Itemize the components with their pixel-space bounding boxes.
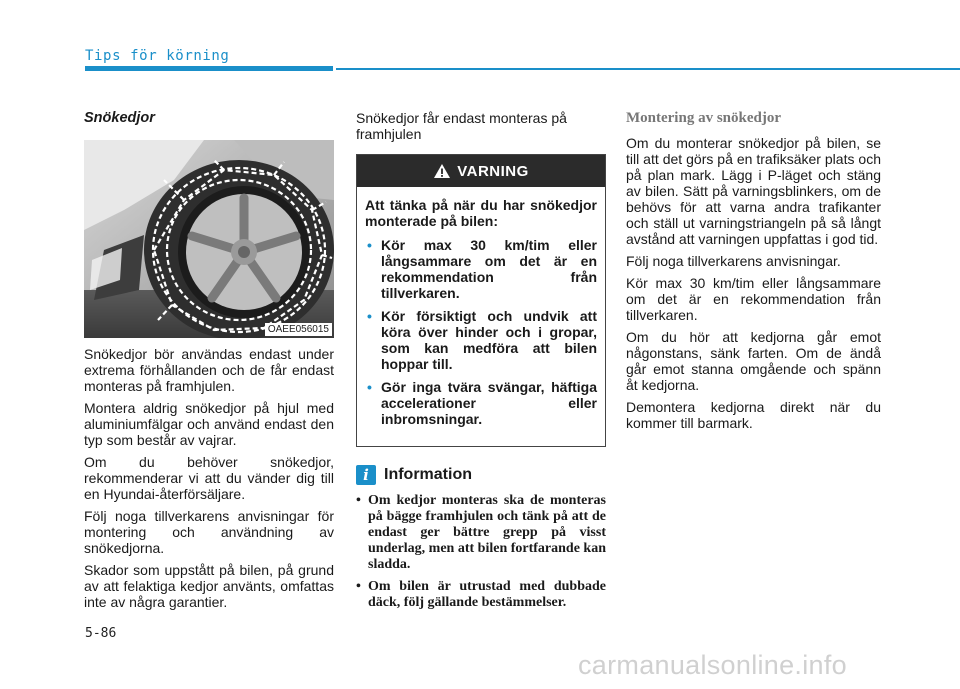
figure-code: OAEE056015 [265,323,332,336]
warning-item: • Kör försiktigt och undvik att köra över hinder och i gropar, som kan medföra att bilen hoppar till. [367,308,597,372]
snow-chain-figure [84,140,334,338]
paragraph: Om du monterar snökedjor på bilen, se till att det görs på en trafiksäker plats och på plan mark. Lägg i P-läget och stäng av bilen. Sätt på varningsblinkers, om de behövs för att varna andra trafikanter och ställ ut varningstriangeln på så långt avstånd att varningen uppfattas i god tid. [626,135,881,247]
column-middle [356,110,606,617]
front-wheels-intro: Snökedjor får endast monteras på framhjulen [356,110,567,142]
information-item: • Om kedjor monteras ska de monteras på bägge framhjulen och tänk på att de endast ger bättre grepp på visst underlag, men att bilen fortfarande kan sladda. [356,493,606,572]
warning-box [356,154,606,447]
section-title-snow-chains: Snökedjor [84,110,155,126]
bullet-icon: • [367,308,372,324]
header-rule-thick [85,66,333,71]
paragraph: Kör max 30 km/tim eller långsammare om det är en rekommendation från tillverkaren. [626,275,881,323]
section-title-mounting: Montering av snökedjor [626,110,781,126]
paragraph: Om du behöver snökedjor, rekommenderar vi att du vänder dig till en Hyundai-återförsäljare. [84,454,334,502]
page-number: 5-86 [85,626,117,641]
paragraph: Följ noga tillverkarens anvisningar för montering och användning av snökedjorna. [84,508,334,556]
warning-body [357,187,605,446]
paragraph: Demontera kedjorna direkt när du kommer till barmark. [626,399,881,431]
bullet-icon: • [356,579,361,594]
paragraph: Snökedjor bör användas endast under extrema förhållanden och de får endast monteras på framhjulen. [84,346,334,394]
paragraph: Följ noga tillverkarens anvisningar. [626,253,841,269]
header-title: Tips för körning [85,48,230,64]
information-list [356,493,606,611]
warning-triangle-icon [433,163,451,179]
warning-title: VARNING [457,162,529,180]
information-item: • Om bilen är utrustad med dubbade däck, följ gällande bestämmelser. [356,579,606,610]
warning-header [357,155,605,187]
information-box [356,465,606,611]
bullet-icon: • [367,237,372,253]
header-rule-thin [336,68,960,70]
column-right [626,110,881,437]
bullet-icon: • [367,379,372,395]
paragraph: Skador som uppstått på bilen, på grund av att felaktiga kedjor använts, omfattas inte av några garantier. [84,562,334,610]
snow-chain-illustration [84,140,334,338]
information-header [356,465,606,485]
warning-item: • Gör inga tvära svängar, häftiga accelerationer eller inbromsningar. [367,379,597,427]
warning-list [365,237,597,427]
info-icon: i [356,465,376,485]
paragraph: Om du hör att kedjorna går emot någonstans, sänk farten. Om de ändå går emot stanna omgående och spänn åt kedjorna. [626,329,881,393]
warning-item: • Kör max 30 km/tim eller långsammare om det är en rekommendation från tillverkaren. [367,237,597,301]
column-left [84,110,334,616]
paragraph: Montera aldrig snökedjor på hjul med aluminiumfälgar och använd endast den typ som består av vajrar. [84,400,334,448]
bullet-icon: • [356,493,361,508]
warning-intro: Att tänka på när du har snökedjor monterade på bilen: [365,197,597,229]
watermark: carmanualsonline.info [578,650,847,680]
information-title: Information [384,466,472,483]
